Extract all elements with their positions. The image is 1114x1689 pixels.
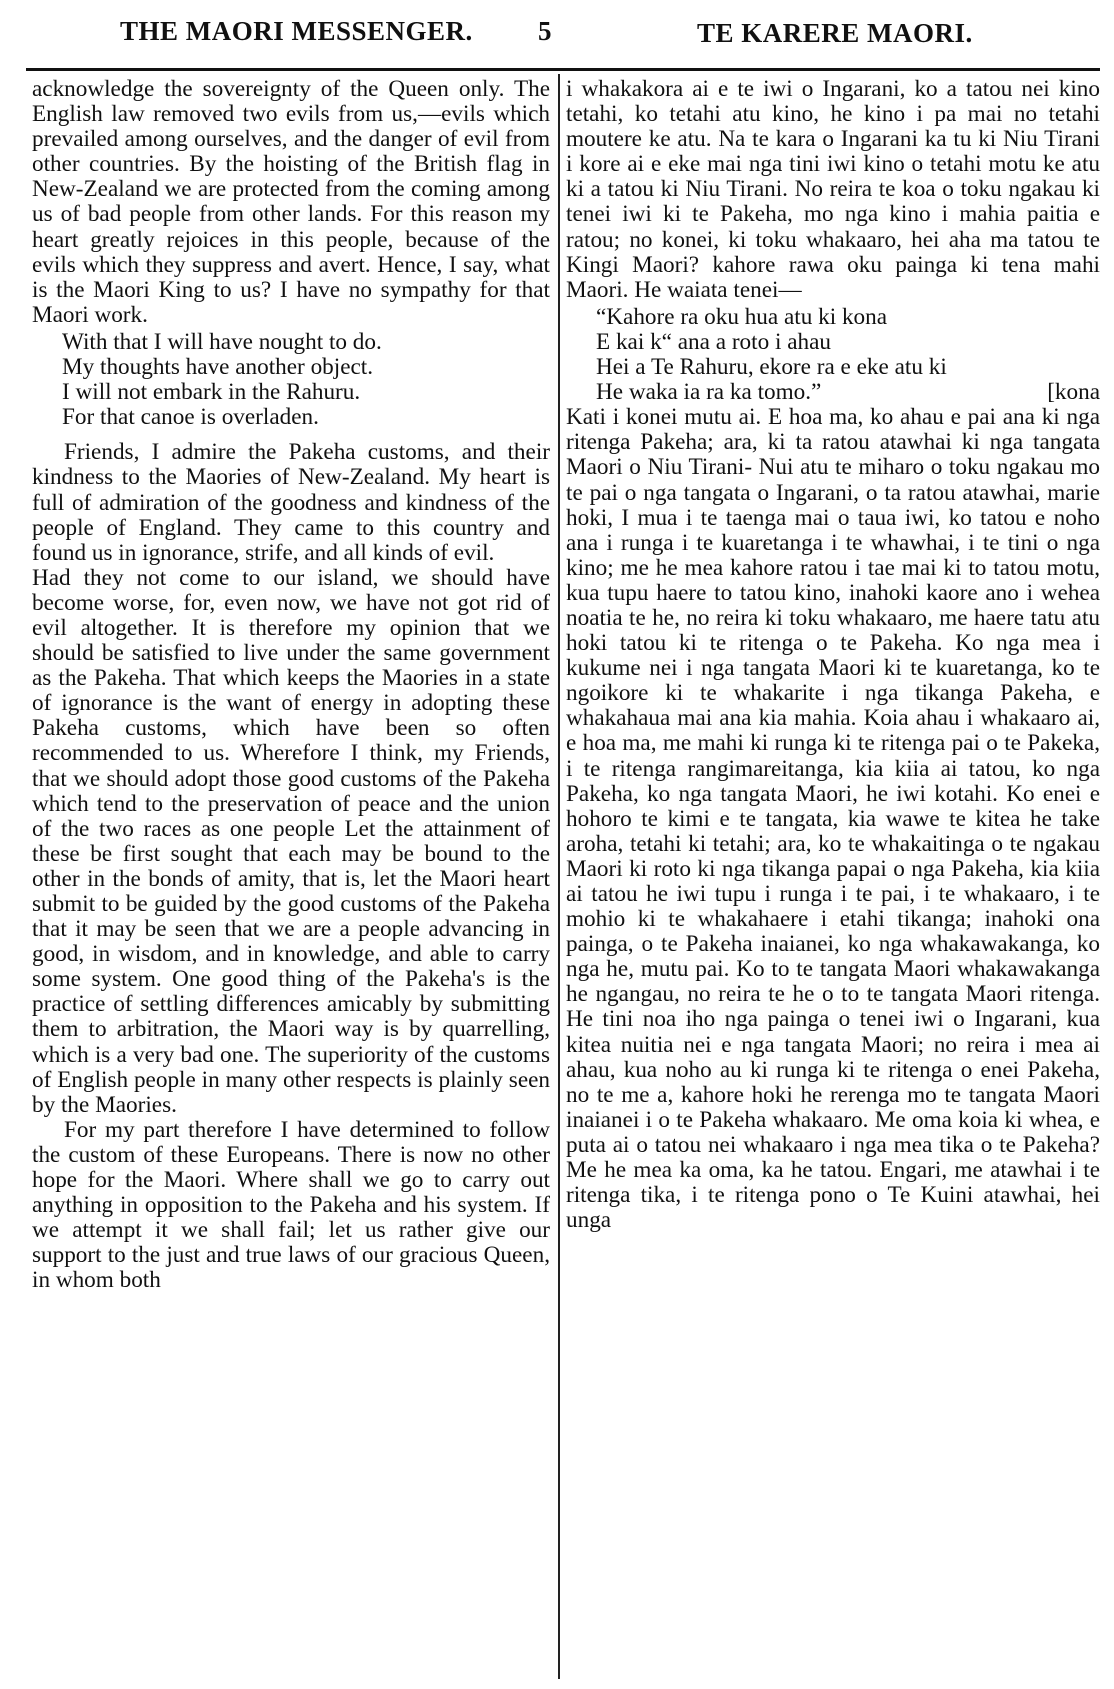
maori-column <box>566 77 1100 1233</box>
verse-line: My thoughts have another object. <box>62 354 374 381</box>
verse-line-text: He waka ia ra ka tomo.” <box>596 379 822 406</box>
english-masthead: THE MAORI MESSENGER. <box>120 16 473 46</box>
maori-paragraph: i whakakora ai e te iwi o Ingarani, ko a tatou nei kino tetahi, ko tetahi atu kino, he kino i pa mai no tetahi moutere ke atu. Na te kara o Ingarani ka tu ki Niu Tirani i kore ai e eke mai nga tini iwi kino o tetahi motu ke atu ki a tatou ki Niu Tirani. No reira te koa o toku ngakau ki tenei iwi ki te Pakeha, mo nga kino i mahia paitia e ratou; no konei, ki toku whakaaro, hei aha ma tatou te Kingi Maori? kahore rawa oku painga ki tena mahi Maori. He waiata tenei— <box>566 76 1100 303</box>
verse-line-tail: [kona <box>1047 379 1100 406</box>
verse-line: “Kahore ra oku hua atu ki kona <box>596 303 888 330</box>
verse-line <box>566 380 1100 405</box>
verse-line: With that I will have nought to do. <box>62 328 382 355</box>
page-number: 5 <box>538 16 552 46</box>
verse-line: I will not embark in the Rahuru. <box>62 379 361 406</box>
maori-masthead: TE KARERE MAORI. <box>697 18 973 48</box>
english-paragraph: Had they not come to our island, we should have become worse, for, even now, we have not got rid of evil altogether. It is therefore my opinion that we should be satisfied to live under the same government as the Pakeha. That which keeps the Maories in a state of ignorance is the want of energy in adopting these Pakeha customs, which have been so often recommended to us. Wherefore I think, my Friends, that we should adopt those good customs of the Pakeha which tend to the preservation of peace and the union of the two races as one people Let the attainment of these be first sought that each may be bound to the other in the bonds of amity, that is, let the Maori heart submit to be guided by the good customs of the Pakeha that it may be seen that we are a people advancing in good, in wisdom, and in knowledge, and able to carry some system. One good thing of the Pakeha's is the practice of settling differences amicably by submitting them to arbitration, the Maori way is by quarrelling, which is a very bad one. The superiority of the customs of English people in many other respects is plainly seen by the Maories. <box>32 564 550 1118</box>
column-divider <box>558 74 560 1679</box>
verse-line: Hei a Te Rahuru, ekore ra e eke atu ki <box>596 354 947 381</box>
verse-line: E kai k“ ana a roto i ahau <box>596 328 831 355</box>
page-header <box>0 0 1114 66</box>
verse-line: For that canoe is overladen. <box>62 404 319 431</box>
maori-verse <box>566 305 1100 405</box>
english-paragraph: acknowledge the sovereignty of the Queen only. The English law removed two evils from us,—evils which prevailed among ourselves, and the danger of evil from other countries. By the hoisting of the British flag in New-Zealand we are protected from the coming among us of bad people from other lands. For this reason my heart greatly rejoices in this people, because of the evils which they suppress and avert. Hence, I say, what is the Maori King to us? I have no sympathy for that Maori work. <box>32 76 550 328</box>
maori-paragraph: Kati i konei mutu ai. E hoa ma, ko ahau e pai ana ki nga ritenga Pakeha; ara, ki ta ratou atawhai ki nga tangata Maori o Niu Tirani- Nui atu te miharo o toku ngakau mo te pai o nga tangata o Ingarani, o ta ratou atawhai, marie hoki, I mua i te taenga mai o taua iwi, ko tatou e noho ana i runga i te kuaretanga i te whawhai, i te tini o nga kino; me he mea kahore ratou i tae mai ki to tatou motu, kua tupu haere to tatou kino, inahoki kaore ano i wehea noatia te he, no reira ki toku whakaaro, me haere tatu atu hoki tatou ki te ritenga o te Pakeha. Ko nga mea i kukume nei i nga tangata Maori ki te kuaretanga, ko te ngoikore ki te whakarite i nga tikanga Pakeha, e whakahaua mai ana kia mahia. Koia ahau i whakaaro ai, e hoa ma, me mahi ki runga ki te ritenga pai o te Pakeka, i te ritenga rangimareitanga, kia kiia ai tatou, ko nga Pakeha, ko nga tangata Maori, he iwi kotahi. Ko enei e hohoro te kimi e te tangata, kia wawe te kitea he take aroha, tetahi ki tetahi; ara, ko te whakaitinga o te ngakau Maori ki roto ki nga tikanga papai o nga Pakeha, kia kiia ai tatou he iwi tupu i runga i te pai, i te whakaaro, i te mohio ki te whakahaere i etahi tikanga; inahoki ona painga, o te Pakeha inaianei, ko nga whakawakanga, ko nga he, mutu pai. Ko to te tangata Maori whakawakanga he ngangau, no reira te he o to te tangata Maori ritenga. He tini noa iho nga painga o tenei iwi o Ingarani, kua kitea nuitia nei e nga tangata Maori; no reira i mea ai ahau, kua noho au ki runga ki te ritenga o enei Pakeha, no te me a, kahore hoki he rerenga mo te tangata Maori inaianei i o te Pakeha whakaaro. Me oma koia ki whea, e puta ai o tatou nei whakaaro i nga mea tika o te Pakeha? Me he mea ka oma, ka he tatou. Engari, me atawhai i te ritenga tika, i te ritenga pono o Te Kuini atawhai, hei unga <box>566 404 1100 1234</box>
english-paragraph: Friends, I admire the Pakeha customs, and their kindness to the Maories of New-Zealand. My heart is full of admiration of the goodness and kindness of the people of England. They came to this country and found us in ignorance, strife, and all kinds of evil. <box>32 439 550 566</box>
header-rule <box>26 68 1100 71</box>
english-paragraph: For my part therefore I have determined to follow the custom of these Europeans. There is now no other hope for the Maori. Where shall we go to carry out anything in opposition to the Pakeha and his system. If we attempt it we shall fail; let us rather give our support to the just and true laws of our gracious Queen, in whom both <box>32 1116 550 1294</box>
english-column <box>32 77 550 1294</box>
english-verse <box>32 330 550 430</box>
